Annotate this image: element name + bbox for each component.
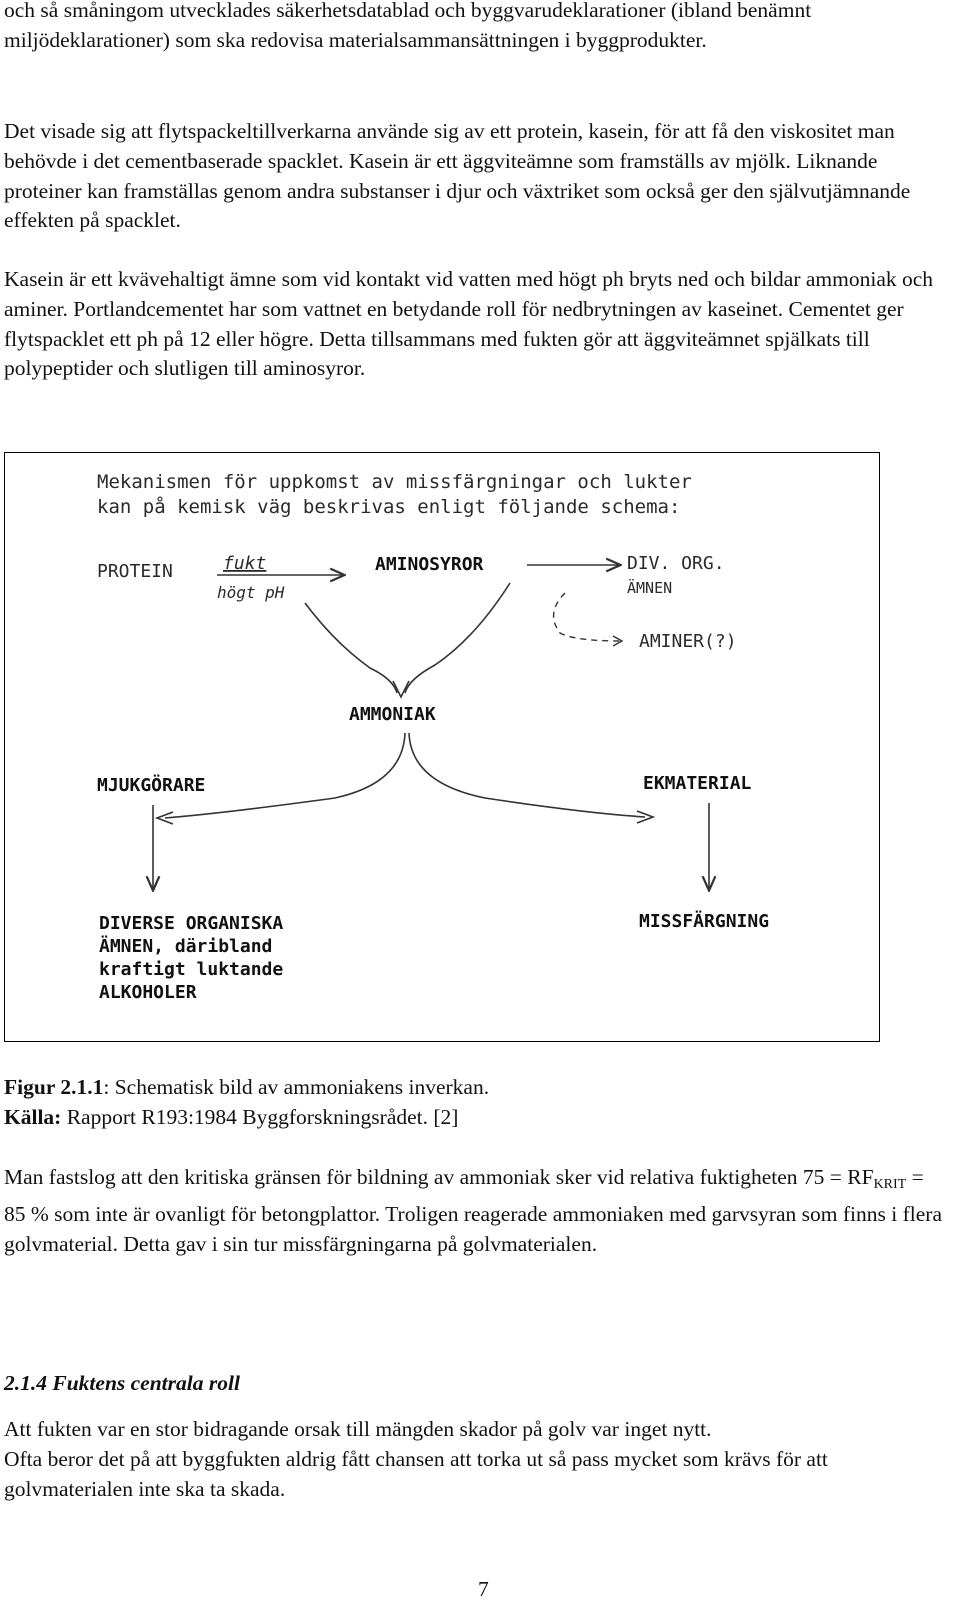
- caption-figure-label: Figur 2.1.1: [4, 1075, 104, 1099]
- body-paragraph-kasein: Det visade sig att flytspackeltillverkarna använde sig av ett protein, kasein, för att få den viskositet man behövde i det cementbaserade spacklet. Kasein är ett äggviteämne som framställs av mjölk. Liknande proteiner kan framställas genom andra substanser i djur och växtriket som också ger den självutjämnande effekten på spacklet.: [4, 119, 911, 233]
- curve-ammoniak-to-ekmaterial: [409, 733, 645, 817]
- figure-caption: [4, 1072, 489, 1132]
- curve-aminosyror-to-ammoniak: [405, 583, 510, 693]
- body-paragraph-kasein-degradation: Kasein är ett kvävehaltigt ämne som vid kontakt vid vatten med högt ph bryts ned och bildar ammoniak och aminer. Portlandcementet har som vattnet en betydande roll för nedbrytningen av kaseinet. Cementet ger flytspacklet ett ph på 12 eller högre. Detta tillsammans med fukten gör att äggviteämnet spjälkats till polypeptider och slutligen till aminosyror.: [4, 267, 934, 381]
- caption-source-text: Rapport R193:1984 Byggforskningsrådet. [2]: [61, 1105, 459, 1129]
- label-hogt-ph: högt pH: [217, 583, 285, 602]
- node-div-org: DIV. ORG.: [627, 553, 725, 574]
- node-aminer: AMINER(?): [639, 631, 737, 652]
- humidity-text-start: Man fastslog att den kritiska gränsen för bildning av ammoniak sker vid relativa fuktigheten 75 = RF: [4, 1165, 874, 1189]
- node-amnen: ÄMNEN: [627, 579, 673, 597]
- node-diverse-line-3: kraftigt luktande: [99, 959, 284, 980]
- node-diverse-line-2: ÄMNEN, däribland: [99, 936, 273, 957]
- moisture-role-line-2: Ofta beror det på att byggfukten aldrig fått chansen att torka ut så pass mycket som krävs för att golvmaterialen inte ska ta skada.: [4, 1446, 828, 1501]
- humidity-text-end: = 85 % som inte är ovanligt för betongplattor. Troligen reagerade ammoniaken med garvsyran som finns i flera golvmaterial. Detta gav i sin tur missfärgningarna på golvmaterialen.: [4, 1165, 943, 1256]
- node-aminosyror: AMINOSYROR: [375, 554, 484, 575]
- dashed-arrow-to-aminer: [554, 593, 621, 641]
- curve-protein-to-ammoniak: [305, 603, 397, 693]
- moisture-role-line-1: Att fukten var en stor bidragande orsak till mängden skador på golv var inget nytt.: [4, 1417, 712, 1441]
- node-diverse-line-4: ALKOHOLER: [99, 982, 197, 1003]
- rf-subscript: KRIT: [873, 1177, 907, 1192]
- caption-source-label: Källa:: [4, 1105, 62, 1129]
- mechanism-diagram: [5, 453, 881, 1043]
- figure-scanned-diagram: [4, 452, 880, 1042]
- node-mjukgorare: MJUKGÖRARE: [97, 775, 206, 796]
- body-paragraph-moisture-role: [4, 1415, 944, 1504]
- node-ammoniak: AMMONIAK: [349, 704, 436, 725]
- label-fukt: fukt: [223, 553, 267, 574]
- node-diverse-line-1: DIVERSE ORGANISKA: [99, 913, 284, 934]
- node-missfargning: MISSFÄRGNING: [639, 911, 770, 932]
- caption-source-line: [4, 1102, 489, 1132]
- body-paragraph-intro: och så småningom utvecklades säkerhetsdatablad och byggvarudeklarationer (ibland benämnt miljödeklarationer) som ska redovisa materialsammansättningen i byggprodukter.: [4, 0, 812, 52]
- diagram-title-line-1: Mekanismen för uppkomst av missfärgningar och lukter: [97, 471, 692, 493]
- page-number: 7: [478, 1577, 489, 1601]
- caption-figure-text: : Schematisk bild av ammoniakens inverkan.: [103, 1075, 490, 1099]
- diagram-title-line-2: kan på kemisk väg beskrivas enligt följande schema:: [97, 496, 681, 518]
- node-protein: PROTEIN: [97, 561, 173, 582]
- caption-figure-line: [4, 1072, 489, 1102]
- node-ekmaterial: EKMATERIAL: [643, 773, 752, 794]
- body-paragraph-critical-humidity: [4, 1163, 944, 1259]
- section-heading: 2.1.4 Fuktens centrala roll: [4, 1371, 240, 1395]
